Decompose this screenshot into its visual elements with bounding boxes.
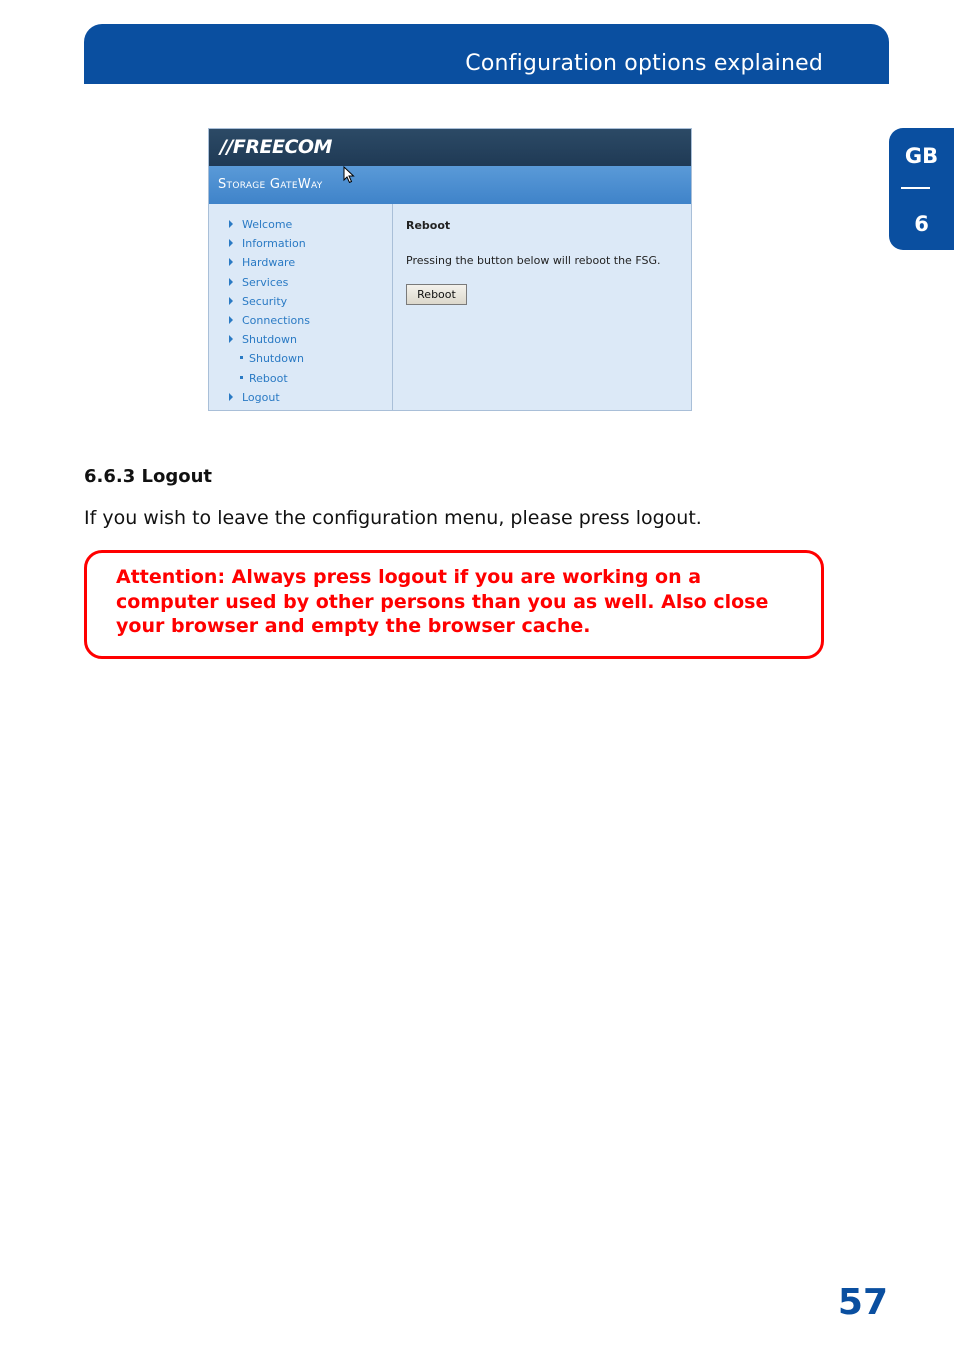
reboot-description: Pressing the button below will reboot the FSG. bbox=[406, 254, 661, 267]
language-code: GB bbox=[904, 144, 939, 168]
tab-divider bbox=[901, 187, 930, 189]
nav-item-shutdown-sub[interactable] bbox=[240, 352, 304, 368]
page-number: 57 bbox=[837, 1282, 888, 1323]
nav-item-label: Hardware bbox=[242, 256, 296, 270]
triangle-right-icon bbox=[229, 335, 233, 343]
fsg-subtitle-bar bbox=[209, 166, 691, 204]
nav-item-label: Security bbox=[242, 294, 288, 308]
nav-item-label: Shutdown bbox=[242, 333, 297, 347]
nav-item-reboot-sub[interactable] bbox=[240, 372, 288, 388]
fsg-subtitle: Storage GateWay bbox=[218, 177, 323, 192]
nav-item-logout[interactable] bbox=[229, 391, 280, 407]
triangle-right-icon bbox=[229, 258, 233, 266]
fsg-screenshot bbox=[208, 128, 692, 411]
nav-item-label: Reboot bbox=[249, 371, 288, 385]
nav-item-label: Logout bbox=[242, 390, 280, 404]
reboot-button[interactable]: Reboot bbox=[406, 284, 467, 305]
chapter-tab bbox=[889, 128, 954, 250]
nav-item-label: Services bbox=[242, 275, 289, 289]
nav-item-services[interactable] bbox=[229, 276, 288, 292]
section-heading: 6.6.3 Logout bbox=[84, 466, 213, 487]
nav-item-label: Connections bbox=[242, 314, 310, 327]
header-bar bbox=[84, 24, 889, 84]
triangle-right-icon bbox=[229, 220, 233, 228]
triangle-right-icon bbox=[229, 297, 233, 305]
nav-item-label: Shutdown bbox=[249, 352, 304, 366]
attention-text: Attention: Always press logout if you are working on a computer used by other persons than you as well. Also close your browser and empty the browser cache. bbox=[116, 566, 769, 637]
nav-item-connections[interactable] bbox=[229, 314, 310, 330]
body-text: If you wish to leave the configuration menu, please press logout. bbox=[84, 507, 702, 529]
nav-item-security[interactable] bbox=[229, 295, 287, 311]
nav-item-label: Welcome bbox=[242, 218, 293, 231]
chapter-number: 6 bbox=[914, 212, 929, 236]
nav-item-shutdown[interactable] bbox=[229, 333, 297, 349]
nav-item-information[interactable] bbox=[229, 237, 306, 253]
mouse-cursor-icon bbox=[343, 166, 355, 184]
nav-item-welcome[interactable] bbox=[229, 218, 292, 234]
fsg-logo-bar bbox=[209, 129, 691, 166]
reboot-heading: Reboot bbox=[406, 219, 451, 232]
triangle-right-icon bbox=[229, 239, 233, 247]
triangle-right-icon bbox=[229, 278, 233, 286]
triangle-right-icon bbox=[229, 393, 233, 401]
fsg-content bbox=[393, 204, 691, 410]
bullet-icon bbox=[240, 356, 243, 359]
freecom-logo: //FREECOM bbox=[220, 136, 332, 158]
header-title: Configuration options explained bbox=[465, 51, 823, 76]
nav-item-hardware[interactable] bbox=[229, 256, 295, 272]
attention-box bbox=[84, 550, 824, 659]
fsg-nav-menu bbox=[209, 204, 393, 410]
nav-item-label: Information bbox=[242, 237, 306, 251]
bullet-icon bbox=[240, 376, 243, 379]
triangle-right-icon bbox=[229, 316, 233, 324]
